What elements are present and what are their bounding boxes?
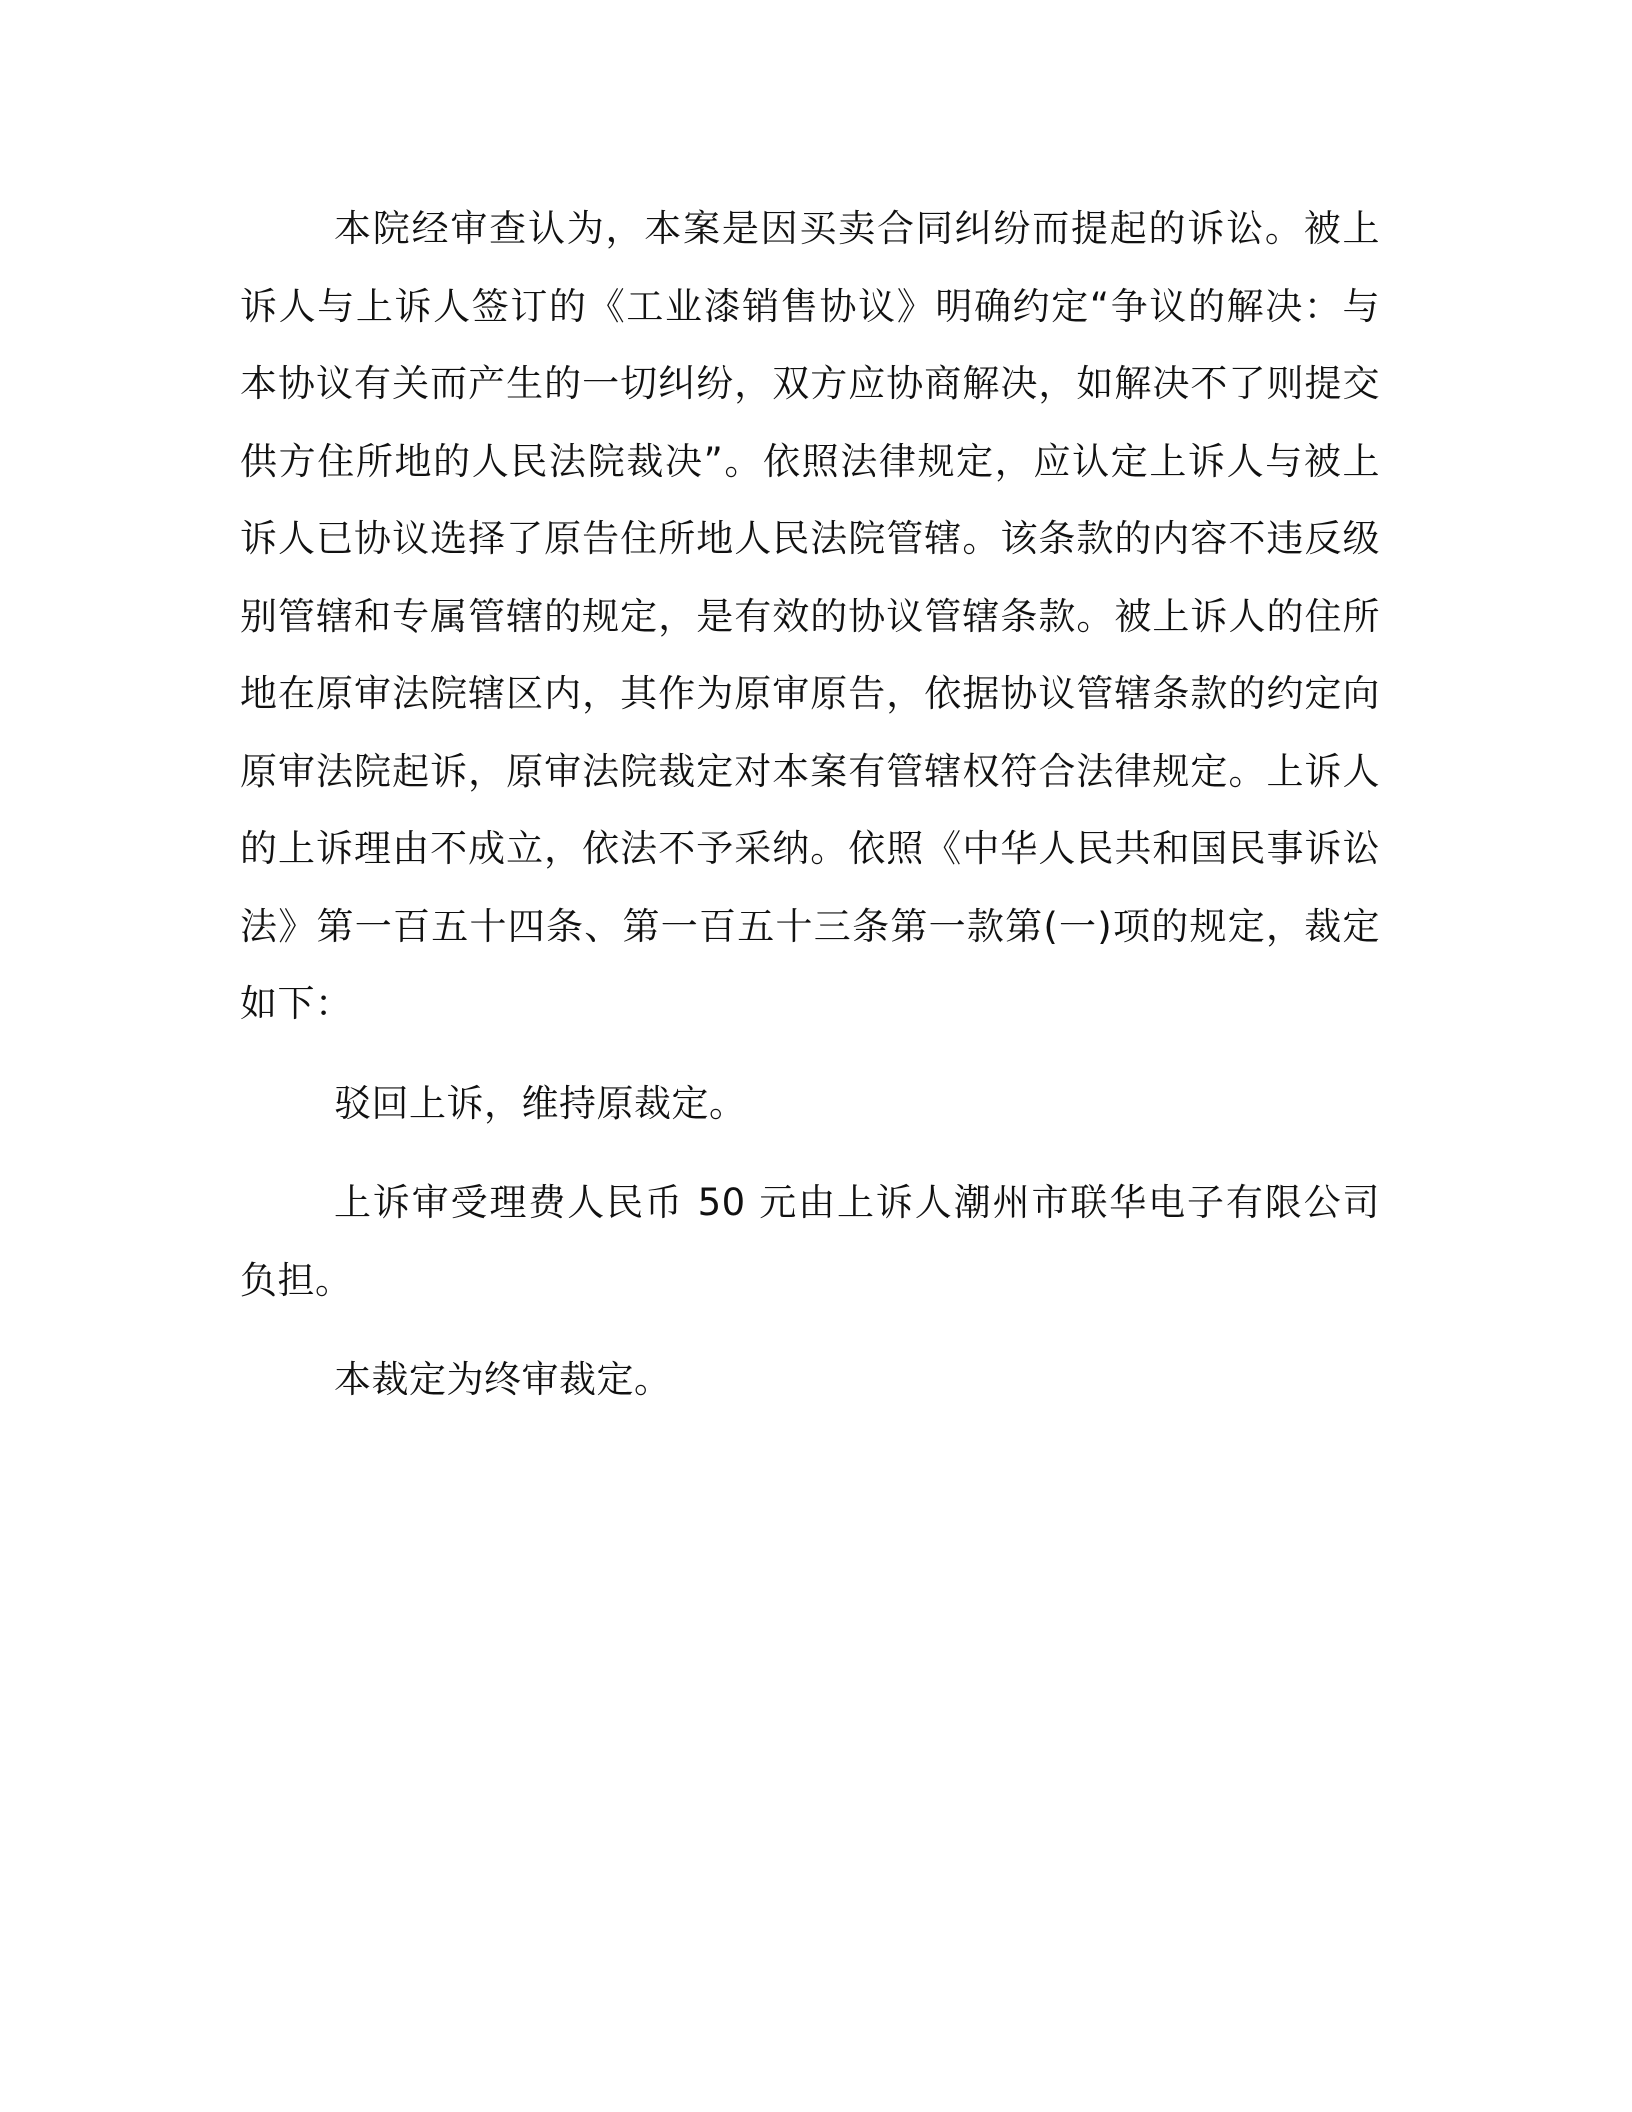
document-body <box>240 190 1380 1419</box>
final-ruling-paragraph: 本裁定为终审裁定。 <box>334 1358 672 1401</box>
ruling-decision-paragraph: 驳回上诉，维持原裁定。 <box>334 1081 747 1125</box>
ruling-reasoning-paragraph: 本院经审查认为，本案是因买卖合同纠纷而提起的诉讼。被上诉人与上诉人签订的《工业漆销售协议》明确约定“争议的解决：与本协议有关而产生的一切纠纷，双方应协商解决，如解决不了则提交供方住所地的人民法院裁决”。依照法律规定，应认定上诉人与被上诉人已协议选择了原告住所地人民法院管辖。该条款的内容不违反级别管辖和专属管辖的规定，是有效的协议管辖条款。被上诉人的住所地在原审法院辖区内，其作为原审原告，依据协议管辖条款的约定向原审法院起诉，原审法院裁定对本案有管辖权符合法律规定。上诉人的上诉理由不成立，依法不予采纳。依照《中华人民共和国民事诉讼法》第一百五十四条、第一百五十三条第一款第(一)项的规定，裁定如下： <box>240 207 1380 1025</box>
court-fee-paragraph: 上诉审受理费人民币 50 元由上诉人潮州市联华电子有限公司负担。 <box>240 1181 1380 1302</box>
